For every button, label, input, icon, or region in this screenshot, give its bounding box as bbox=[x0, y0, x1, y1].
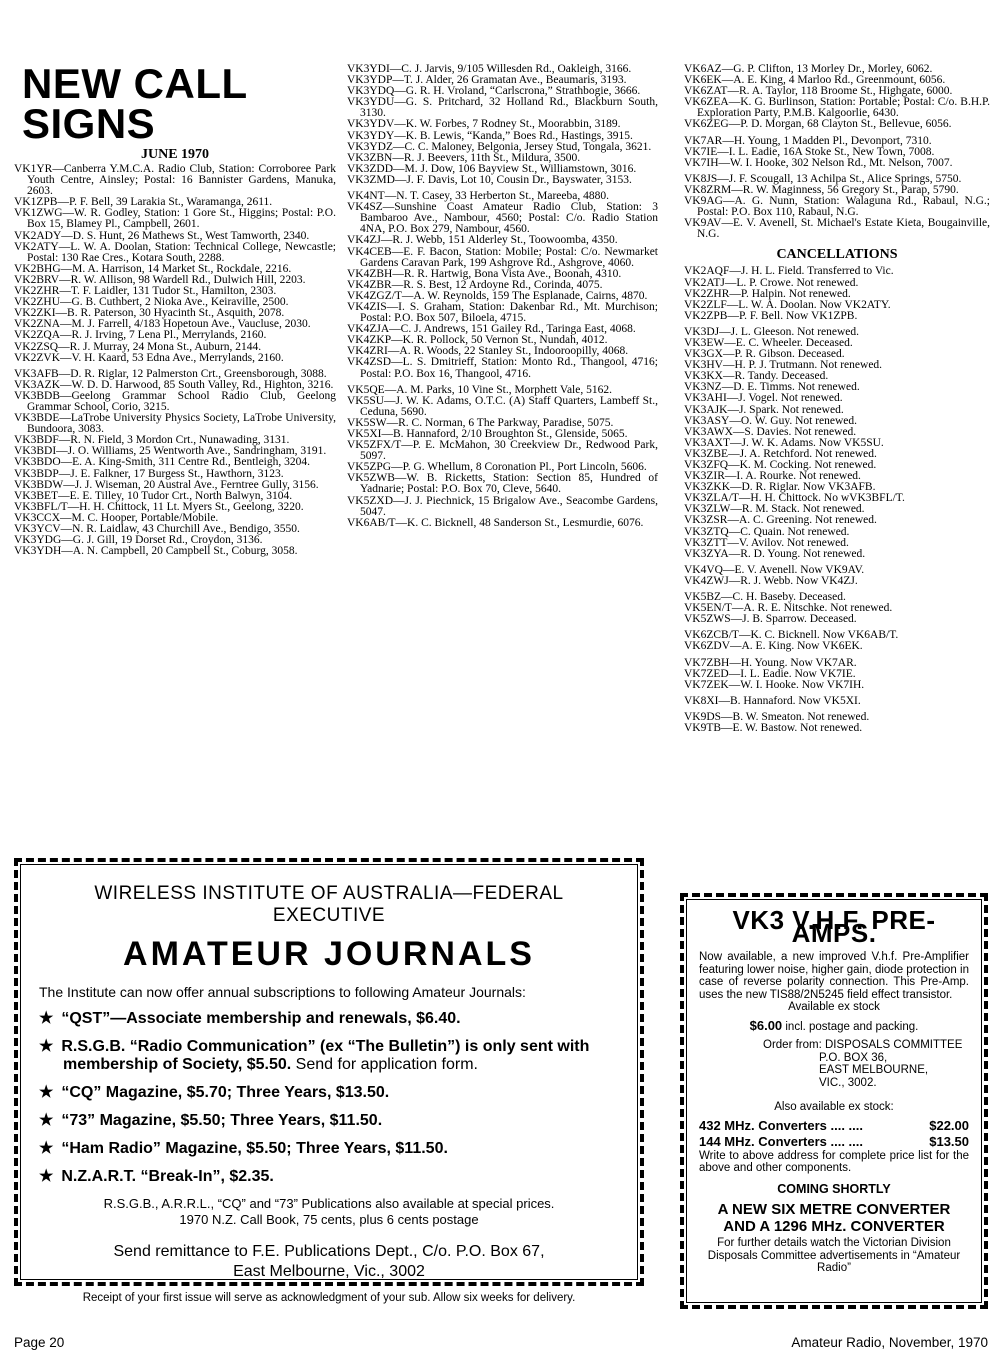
cancellation-entry: VK3ZBE—J. A. Retchford. Not renewed. bbox=[684, 447, 877, 460]
call-sign-entry: VK3BDP—J. E. Falkner, 17 Burgess St., Hawthorn, 3123. bbox=[14, 467, 284, 480]
call-sign-entry: VK3BDW—J. J. Wiseman, 20 Austral Ave., Ferntree Gully, 3156. bbox=[14, 478, 319, 491]
cancellation-entry: VK3ZYA—R. D. Young. Not renewed. bbox=[684, 547, 866, 560]
preamps-ad bbox=[680, 893, 988, 1309]
cancellation-entry: VK3ZIR—I. A. Rourke. Not renewed. bbox=[684, 470, 861, 483]
cancellation-entry: VK7ZBH—H. Young. Now VK7AR. bbox=[684, 656, 857, 669]
star-icon: ★ bbox=[39, 1140, 54, 1157]
call-sign-entry: VK3YDY—K. B. Lewis, “Kanda,” Boes Rd., Hastings, 3915. bbox=[347, 129, 633, 142]
call-sign-entry: VK5SU—J. W. K. Adams, O.T.C. (A) Staff Quarters, Lambeff St., Ceduna, 5690. bbox=[347, 394, 658, 418]
month-subheading: JUNE 1970 bbox=[140, 147, 210, 162]
amateur-journals-ad bbox=[14, 858, 644, 1304]
star-icon: ★ bbox=[39, 1010, 54, 1027]
call-sign-entry: VK9AG—A. G. Nunn, Station: Walaguna Rd., Rabaul, N.G.; Postal: P.O. Box 110, Rabaul, N.G. bbox=[684, 195, 990, 219]
call-sign-entry: VK2ATY—L. W. A. Doolan, Station: Technical College, Newcastle; Postal: 130 Rae Cres., Kotara South, 2288. bbox=[14, 240, 336, 264]
call-sign-entry: VK4ZKP—K. R. Pollock, 50 Vernon St., Nundah, 4012. bbox=[347, 334, 608, 347]
converter-144-price: $13.50 bbox=[929, 1133, 969, 1149]
cancellation-entry: VK3ZTQ—C. Quain. Not renewed. bbox=[684, 525, 850, 538]
cancellation-entry: VK7ZEK—W. I. Hooke. Now VK7IH. bbox=[684, 678, 865, 691]
call-sign-entry: VK5QE—A. M. Parks, 10 Vine St., Morphett Vale, 5162. bbox=[347, 383, 612, 396]
coming-shortly: COMING SHORTLY bbox=[777, 1181, 891, 1196]
call-sign-entry: VK5ZWB—W. B. Ricketts, Station: Section 85, Hundred of Yadnarie; Postal: P.O. Box 70, Cleve, 5640. bbox=[347, 472, 658, 496]
call-sign-entry: VK3BDB—Geelong Grammar School Radio Club, Geelong Grammar School, Corio, 3215. bbox=[14, 389, 336, 413]
cancellation-entry: VK3ZKK—D. R. Riglar. Now VK3AFB. bbox=[684, 481, 876, 494]
call-sign-entry: VK4ZJ—R. J. Webb, 151 Alderley St., Toowoomba, 4350. bbox=[347, 234, 618, 247]
journal-item-text: R.S.G.B. “Radio Communication” (ex “The Bulletin”) is only sent with membership of Society, $5.50. bbox=[61, 1038, 590, 1073]
ad-remittance bbox=[39, 1242, 619, 1282]
call-sign-entry: VK3YDV—K. W. Forbes, 7 Rodney St., Moorabbin, 3189. bbox=[347, 118, 621, 131]
column-1 bbox=[14, 60, 336, 558]
call-sign-entry: VK3AZK—W. D. D. Harwood, 85 South Valley, Rd., Highton, 3216. bbox=[14, 378, 334, 391]
cancellation-entry: VK2ZHR—P. Halpin. Not renewed. bbox=[684, 287, 851, 300]
call-sign-entry: VK3BDI—J. O. Williams, 25 Wentworth Ave., Sandringham, 3191. bbox=[14, 445, 327, 458]
journal-item-text: “QST”—Associate membership and renewals, $6.40. bbox=[61, 1010, 461, 1027]
column-3 bbox=[684, 64, 990, 734]
call-sign-entry: VK5ZXD—J. J. Piechnick, 15 Brigalow Ave., Seacombe Gardens, 5047. bbox=[347, 494, 658, 518]
ad-intro: The Institute can now offer annual subscriptions to following Amateur Journals: bbox=[39, 984, 526, 1000]
call-sign-entry: VK3YDU—G. S. Pritchard, 32 Holland Rd., Blackburn South, 3130. bbox=[347, 96, 658, 120]
six-metre-converter: A NEW SIX METRE CONVERTER bbox=[717, 1201, 951, 1218]
call-sign-entry: VK6AB/T—K. C. Bicknell, 48 Sanderson St., Lesmurdie, 6076. bbox=[347, 516, 644, 529]
cancellation-entry: VK3ZLA/T—H. H. Chittock. No wVK3BFL/T. bbox=[684, 492, 905, 505]
1296-converter: AND A 1296 MHz. CONVERTER bbox=[723, 1218, 945, 1235]
call-sign-entry: VK5SW—R. C. Norman, 6 The Parkway, Paradise, 5075. bbox=[347, 416, 614, 429]
call-sign-entry: VK2ZKI—B. R. Paterson, 30 Hyacinth St., Asquith, 2078. bbox=[14, 307, 285, 320]
cancellation-entry: VK3AHI—J. Vogel. Not renewed. bbox=[684, 392, 843, 405]
cancellation-entry: VK4VQ—E. V. Avenell. Now VK9AV. bbox=[684, 563, 865, 576]
call-sign-entry: VK2ZQA—R. J. Irving, 7 Lena Pl., Merrylands, 2160. bbox=[14, 329, 267, 342]
further-details: For further details watch the Victorian Division Disposals Committee advertisements in “Amateur Radio” bbox=[707, 1237, 961, 1274]
preamps-title: VK3 V.H.F. PRE-AMPS. bbox=[732, 905, 936, 948]
call-sign-entry: VK2ZHR—T. F. Laidler, 131 Tudor St., Hamilton, 2303. bbox=[14, 285, 277, 298]
call-sign-entry: VK3CCX—M. C. Hooper, Portable/Mobile. bbox=[14, 511, 219, 524]
journal-item-text: “Ham Radio” Magazine, $5.50; Three Years, $11.50. bbox=[61, 1140, 448, 1157]
call-sign-entry: VK3BDE—LaTrobe University Physics Society, LaTrobe University, Bundoora, 3083. bbox=[14, 412, 336, 436]
call-sign-list-2 bbox=[347, 64, 658, 529]
cancellation-entry: VK3HV—H. P. J. Trutmann. Not renewed. bbox=[684, 359, 883, 372]
cancellation-entry: VK3AXT—J. W. K. Adams. Now VK5SU. bbox=[684, 436, 884, 449]
call-sign-entry: VK3YDZ—C. C. Maloney, Belgonia, Jersey Stud, Tongala, 3621. bbox=[347, 140, 652, 153]
call-sign-entry: VK9AV—E. V. Avenell, St. Michael's Estate Kieta, Bougainville, N.G. bbox=[684, 217, 990, 241]
call-sign-entry: VK3YDQ—G. R. H. Vroland, “Carlscrona,” Strathbogie, 3666. bbox=[347, 85, 641, 98]
price-list-note: Write to above address for complete price list for the above and other components. bbox=[699, 1149, 969, 1174]
journal-item-extra: Send for application form. bbox=[291, 1056, 478, 1073]
call-sign-entry: VK2ADY—D. S. Hunt, 26 Mathews St., West Tamworth, 2340. bbox=[14, 229, 310, 242]
call-sign-entry: VK3YCV—N. R. Laidlaw, 43 Churchill Ave., Bendigo, 3550. bbox=[14, 523, 300, 535]
call-sign-entry: VK1YR—Canberra Y.M.C.A. Radio Club, Station: Corroboree Park Youth Centre, Ainsley; Postal: 16 Bannister Gardens, Manuka, 2603. bbox=[14, 163, 336, 198]
call-sign-entry: VK3ZBN—R. J. Beevers, 11th St., Mildura, 3500. bbox=[347, 151, 581, 164]
call-sign-entry: VK4ZGZ/T—A. W. Reynolds, 159 The Esplanade, Cairns, 4870. bbox=[347, 289, 648, 302]
cancellation-entry: VK9DS—B. W. Smeaton. Not renewed. bbox=[684, 710, 870, 723]
journal-item-text: “73” Magazine, $5.50; Three Years, $11.50. bbox=[61, 1112, 383, 1129]
journal-item-text: N.Z.A.R.T. “Break-In”, $2.35. bbox=[61, 1168, 274, 1185]
call-sign-entry: VK5ZFX/T—P. E. McMahon, 30 Creekview Dr., Redwood Park, 5097. bbox=[347, 439, 658, 463]
preamps-description: Now available, a new improved V.h.f. Pre-Amplifier featuring lower noise, higher gain, diode protection in case of reverse polarity connection. This Pre-Amp. uses the new TIS88/2N5245 field effect transistor. bbox=[699, 951, 969, 1001]
publication-info: Amateur Radio, November, 1970 bbox=[791, 1335, 988, 1350]
journal-item bbox=[39, 1140, 619, 1158]
cancellation-entry: VK3ZSR—A. C. Greening. Not renewed. bbox=[684, 514, 877, 527]
cancellation-entry: VK3AWX—S. Davies. Not renewed. bbox=[684, 425, 857, 438]
page-number: Page 20 bbox=[14, 1335, 65, 1350]
journal-item bbox=[39, 1010, 619, 1028]
journal-item bbox=[39, 1038, 619, 1074]
call-sign-entry: VK4ZIS—I. S. Graham, Station: Dakenbar Rd., Mt. Murchison; Postal: P.O. Box 507, Biloela, 4715. bbox=[347, 300, 658, 325]
call-sign-entry: VK4ZBR—R. S. Best, 12 Ardoyne Rd., Corinda, 4075. bbox=[347, 278, 603, 291]
star-icon: ★ bbox=[39, 1038, 54, 1055]
call-sign-entry: VK3AFB—D. R. Riglar, 12 Palmerston Crt., Greensborough, 3088. bbox=[14, 367, 327, 380]
cancellation-entry: VK3ZTT—V. Avilov. Not renewed. bbox=[684, 536, 849, 549]
call-sign-entry: VK2ZHU—G. B. Cuthbert, 2 Nioka Ave., Keiraville, 2500. bbox=[14, 296, 289, 309]
cancellation-entry: VK3ASY—O. W. Guy. Not renewed. bbox=[684, 414, 858, 427]
call-sign-entry: VK3BDO—E. A. King-Smith, 311 Centre Rd., Bentleigh, 3204. bbox=[14, 456, 311, 469]
remit-line-1: Send remittance to F.E. Publications Dept., C/o. P.O. Box 67, bbox=[113, 1243, 545, 1260]
call-sign-entry: VK6AZ—G. P. Clifton, 13 Morley Dr., Morley, 6062. bbox=[684, 63, 933, 75]
converter-144 bbox=[699, 1134, 969, 1150]
call-sign-entry: VK4ZRI—A. R. Woods, 22 Stanley St., Indooroopilly, 4068. bbox=[347, 345, 629, 358]
cancellation-entry: VK5EN/T—A. R. E. Nitschke. Not renewed. bbox=[684, 602, 893, 615]
call-sign-entry: VK2ZSQ—R. J. Murray, 24 Mona St., Auburn, 2144. bbox=[14, 340, 262, 353]
call-sign-entry: VK4ZJA—C. J. Andrews, 151 Gailey Rd., Taringa East, 4068. bbox=[347, 323, 636, 336]
cancellation-entry: VK8XI—B. Hannaford. Now VK5XI. bbox=[684, 694, 861, 707]
ad-title: AMATEUR JOURNALS bbox=[123, 935, 535, 973]
address-line-2: EAST MELBOURNE, bbox=[819, 1064, 929, 1076]
address-line-3: VIC., 3002. bbox=[819, 1076, 877, 1089]
cancellation-entry: VK2AQF—J. H. L. Field. Transferred to Vic. bbox=[684, 265, 894, 278]
cancellation-entry: VK5BZ—C. H. Baseby. Deceased. bbox=[684, 591, 846, 604]
preamps-price-line bbox=[699, 1017, 969, 1034]
call-sign-entry: VK1ZPB—P. F. Bell, 39 Larakia St., Waramanga, 2611. bbox=[14, 196, 273, 209]
converter-432-price: $22.00 bbox=[929, 1117, 969, 1133]
also-available: Also available ex stock: bbox=[774, 1101, 894, 1113]
call-sign-entry: VK4ZSD—L. S. Dmitrieff, Station: Monto Rd., Thangool, 4716; Postal: P.O. Box 16, Thangool, 4716. bbox=[347, 356, 658, 380]
cancellation-entry: VK6ZCB/T—K. C. Bicknell. Now VK6AB/T. bbox=[684, 629, 899, 642]
call-sign-entry: VK7AR—H. Young, 1 Madden Pl., Devonport, 7310. bbox=[684, 134, 932, 147]
converter-144-label: 144 MHz. Converters .... .... bbox=[699, 1133, 863, 1149]
call-sign-entry: VK3ZDD—M. J. Dow, 106 Bayview St., Williamstown, 3016. bbox=[347, 162, 637, 175]
journal-list bbox=[39, 1010, 619, 1186]
preamps-price: $6.00 bbox=[749, 1017, 783, 1033]
call-sign-entry: VK8ZRM—R. W. Maginness, 56 Gregory St., Parap, 5790. bbox=[684, 183, 959, 196]
call-sign-entry: VK8JS—J. F. Scougall, 13 Achilpa St., Alice Springs, 5750. bbox=[684, 172, 962, 185]
call-sign-entry: VK6EK—A. E. King, 4 Marloo Rd., Greenmount, 6056. bbox=[684, 74, 946, 87]
cancellation-entry: VK4ZWJ—R. J. Webb. Now VK4ZJ. bbox=[684, 574, 858, 587]
cancellation-entry: VK3ZFQ—K. M. Cocking. Not renewed. bbox=[684, 459, 877, 471]
call-sign-entry: VK3YDH—A. N. Campbell, 20 Campbell St., Coburg, 3058. bbox=[14, 545, 298, 558]
call-sign-entry: VK6ZAT—R. A. Taylor, 118 Broome St., Highgate, 6000. bbox=[684, 85, 953, 98]
column-2 bbox=[347, 64, 658, 529]
call-sign-entry: VK7IE—I. L. Eadie, 16A Stoke St., New Town, 7008. bbox=[684, 145, 935, 158]
cancellation-entry: VK3AJK—J. Spark. Not renewed. bbox=[684, 403, 844, 416]
call-sign-entry: VK3YDP—T. J. Alder, 26 Gramatan Ave., Beaumaris, 3193. bbox=[347, 74, 627, 87]
cancellation-entry: VK2ZPB—P. F. Bell. Now VK1ZPB. bbox=[684, 309, 858, 322]
call-sign-entry: VK2ZNA—M. J. Farrell, 4/183 Hopetoun Ave., Vaucluse, 2030. bbox=[14, 318, 311, 331]
ad-footer-note: Receipt of your first issue will serve as acknowledgment of your sub. Allow six weeks for delivery. bbox=[82, 1292, 576, 1304]
journal-item-text: “CQ” Magazine, $5.70; Three Years, $13.50. bbox=[61, 1084, 390, 1101]
cancellation-entry: VK3KX—R. Tandy. Deceased. bbox=[684, 370, 829, 383]
cancellation-entry: VK2ZLF—L. W. A. Doolan. Now VK2ATY. bbox=[684, 298, 891, 311]
journal-item bbox=[39, 1112, 619, 1130]
journal-item bbox=[39, 1084, 619, 1102]
cancellation-entry: VK3NZ—D. E. Timms. Not renewed. bbox=[684, 381, 860, 394]
star-icon: ★ bbox=[39, 1112, 54, 1129]
call-sign-entry: VK4ZBH—R. R. Hartwig, Bona Vista Ave., Boonah, 4310. bbox=[347, 267, 622, 280]
call-sign-entry: VK4CEB—E. F. Bacon, Station: Mobile; Postal: C/o. Newmarket Gardens Caravan Park, 199 Ashgrove Rd., Ashgrove, 4060. bbox=[347, 245, 658, 269]
ad-note-2: 1970 N.Z. Call Book, 75 cents, plus 6 cents postage bbox=[179, 1212, 479, 1227]
call-sign-entry: VK4NT—N. T. Casey, 33 Herberton St., Mareeba, 4880. bbox=[347, 190, 609, 203]
call-sign-entry: VK2BRV—R. W. Allison, 98 Wardell Rd., Dulwich Hill, 2203. bbox=[14, 273, 306, 286]
cancellation-entry: VK7ZED—I. L. Eadie. Now VK7IE. bbox=[684, 667, 856, 680]
cancellation-entry: VK2ATJ—L. P. Crowe. Not renewed. bbox=[684, 276, 859, 289]
call-sign-entry: VK1ZWG—W. R. Godley, Station: 1 Gore St., Higgins; Postal: P.O. Box 15, Blamey Pl., Campbell, 2601. bbox=[14, 207, 336, 231]
remit-line-2: East Melbourne, Vic., 3002 bbox=[233, 1263, 425, 1280]
converter-432 bbox=[699, 1118, 969, 1134]
call-sign-entry: VK3ZMD—J. F. Davis, Lot 10, Cousin Dr., Bayswater, 3153. bbox=[347, 173, 632, 186]
cancellation-entry: VK3ZLW—R. M. Stack. Not renewed. bbox=[684, 503, 865, 516]
order-line bbox=[763, 1039, 969, 1052]
call-sign-entry: VK5XI—B. Hannaford, 2/10 Broughton St., Glenside, 5065. bbox=[347, 428, 628, 440]
converter-432-label: 432 MHz. Converters .... .... bbox=[699, 1117, 863, 1133]
call-sign-entry: VK3YDI—C. J. Jarvis, 9/105 Willesden Rd., Oakleigh, 3166. bbox=[347, 63, 632, 75]
cancellation-entry: VK3EW—E. C. Wheeler. Deceased. bbox=[684, 336, 853, 349]
call-sign-entry: VK2BHG—M. A. Harrison, 14 Market St., Rockdale, 2216. bbox=[14, 262, 292, 275]
call-sign-entry: VK3BFL/T—H. H. Chittock, 11 Lt. Myers St., Geelong, 3220. bbox=[14, 500, 304, 513]
call-sign-entry: VK2ZVK—V. H. Kaard, 53 Edna Ave., Merrylands, 2160. bbox=[14, 351, 284, 364]
call-sign-entry: VK6ZEA—K. G. Burlinson, Station: Portable; Postal: C/o. B.H.P. Exploration Party, P.M.B. Kalgoorlie, 6430. bbox=[684, 96, 990, 120]
cancellations-list bbox=[684, 266, 990, 734]
call-sign-entry: VK7IH—W. I. Hooke, 302 Nelson Rd., Mt. Nelson, 7007. bbox=[684, 156, 953, 169]
order-label: Order from: bbox=[763, 1039, 825, 1051]
preamps-stock: Available ex stock bbox=[788, 1001, 880, 1013]
cancellation-entry: VK5ZWS—J. B. Sparrow. Deceased. bbox=[684, 613, 857, 626]
call-sign-entry: VK6ZEG—P. D. Morgan, 68 Clayton St., Bellevue, 6056. bbox=[684, 118, 952, 131]
order-name: DISPOSALS COMMITTEE bbox=[824, 1039, 963, 1051]
cancellation-entry: VK6ZDV—A. E. King. Now VK6EK. bbox=[684, 640, 863, 653]
star-icon: ★ bbox=[39, 1084, 54, 1101]
cancellation-entry: VK3DJ—J. L. Gleeson. Not renewed. bbox=[684, 325, 860, 338]
cancellations-heading: CANCELLATIONS bbox=[776, 247, 898, 263]
address-line-1: P.O. BOX 36, bbox=[819, 1051, 888, 1064]
preamps-price-note: incl. postage and packing. bbox=[782, 1020, 919, 1033]
call-sign-entry: VK3BDF—R. N. Field, 3 Mordon Crt., Nunawading, 3131. bbox=[14, 434, 290, 447]
ad-note-1: R.S.G.B., A.R.R.L., “CQ” and “73” Publications also available at special prices. bbox=[103, 1196, 555, 1211]
call-sign-entry: VK5ZPG—P. G. Whellum, 8 Coronation Pl., Port Lincoln, 5606. bbox=[347, 461, 647, 474]
cancellation-entry: VK9TB—E. W. Bastow. Not renewed. bbox=[684, 721, 863, 734]
page-title: NEW CALL SIGNS bbox=[22, 60, 247, 147]
journal-item bbox=[39, 1168, 619, 1186]
ad-org-line: WIRELESS INSTITUTE OF AUSTRALIA—FEDERAL EXECUTIVE bbox=[94, 883, 564, 926]
call-sign-entry: VK3YDG—G. J. Gill, 19 Dorset Rd., Croydon, 3136. bbox=[14, 534, 263, 547]
cancellation-entry: VK3GX—P. R. Gibson. Deceased. bbox=[684, 348, 845, 361]
call-sign-entry: VK3BET—E. E. Tilley, 10 Tudor Crt., North Balwyn, 3104. bbox=[14, 489, 293, 502]
call-sign-list-1 bbox=[14, 164, 336, 557]
star-icon: ★ bbox=[39, 1168, 54, 1185]
call-sign-entry: VK4SZ—Sunshine Coast Amateur Radio Club, Station: 3 Bambaroo Ave., Nambour, 4560; Postal: C/o. Radio Station 4NA, P.O. Box 279, Nambour, 4560. bbox=[347, 201, 658, 236]
call-sign-list-3 bbox=[684, 64, 990, 240]
